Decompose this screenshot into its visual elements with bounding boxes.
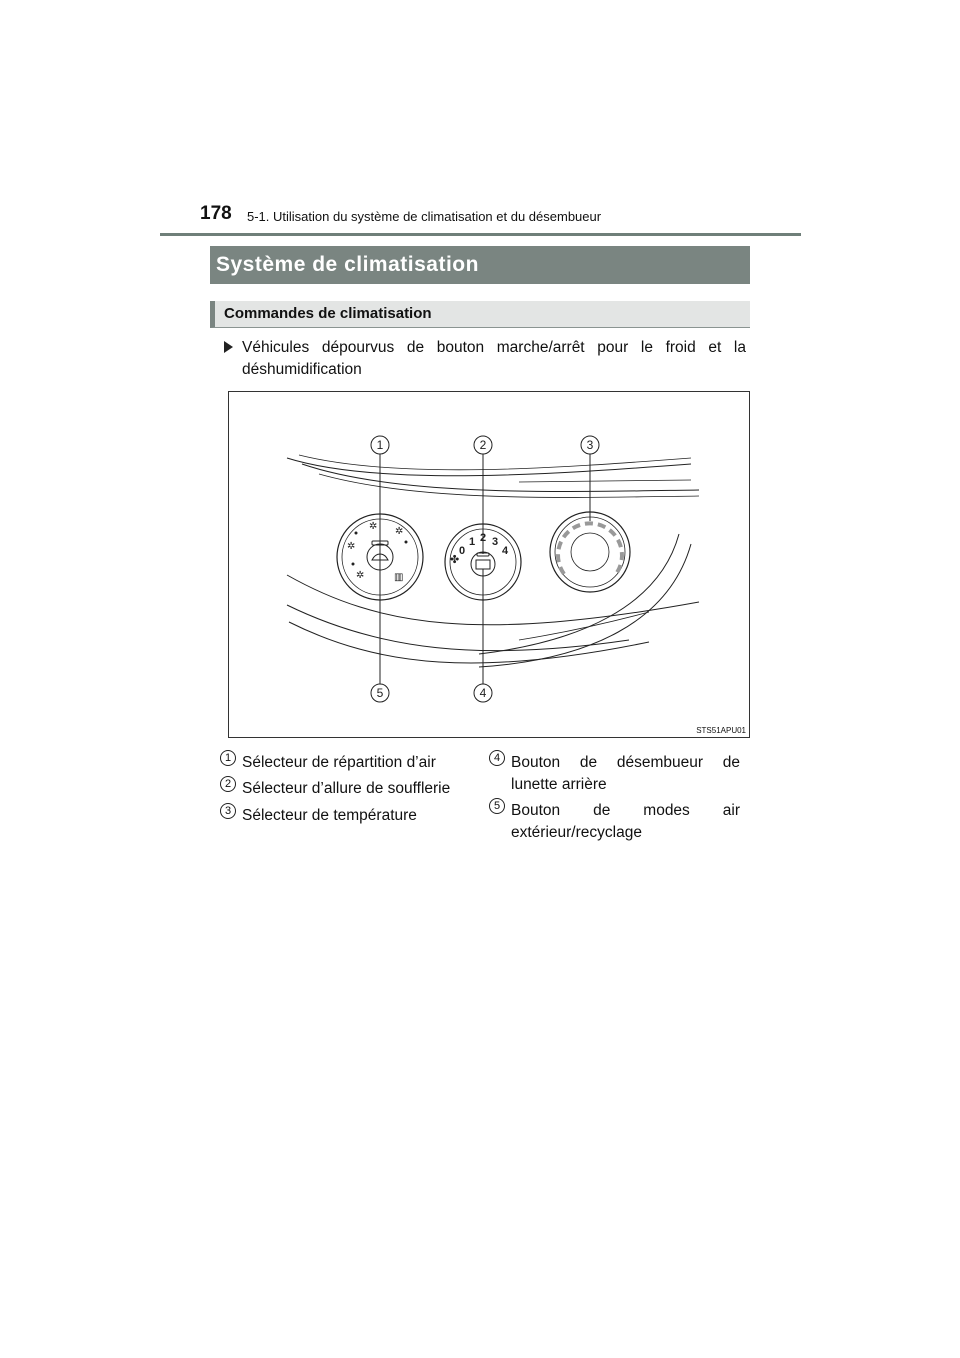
legend-number: 5 [489,798,505,814]
dashboard-illustration [229,392,751,739]
page-number: 178 [200,203,232,224]
arrow-bullet-icon [224,341,233,353]
callout-number: 4 [479,686,487,700]
svg-text:✲: ✲ [347,541,356,552]
legend-text: Bouton de désembueur de lunette arrière [511,754,740,793]
bullet-text: Véhicules dépourvus de bouton marche/arrêt pour le froid et la déshumidification [242,339,746,378]
callout-number: 1 [376,438,384,452]
svg-text:✲: ✲ [356,570,365,581]
fan-speed-label: 3 [492,536,499,548]
section-title: Système de climatisation [210,246,750,284]
legend-item [489,750,742,796]
fan-speed-label: 4 [502,545,509,557]
temperature-knob [550,512,630,592]
legend-number: 4 [489,750,505,766]
legend-item [220,776,480,801]
legend-number: 1 [220,750,236,766]
figure-code: STS51APU01 [696,726,746,735]
callout-number: 3 [586,438,594,452]
svg-text:✤: ✤ [450,553,460,566]
climate-controls-figure [228,391,750,738]
legend-text: Sélecteur de température [242,807,417,824]
legend-item [220,803,480,828]
legend-text: Sélecteur de répartition d’air [242,754,436,771]
legend-item [220,750,480,775]
fan-speed-label: 2 [480,532,487,544]
legend-item [489,798,742,844]
legend-text: Sélecteur d’allure de soufflerie [242,780,451,797]
legend-number: 2 [220,776,236,792]
legend-number: 3 [220,803,236,819]
callout-number: 2 [479,438,487,452]
subsection-title: Commandes de climatisation [210,301,750,328]
svg-text:✲: ✲ [369,521,378,532]
fan-speed-label: 1 [469,536,476,548]
callout-number: 5 [376,686,384,700]
svg-text:▥: ▥ [394,572,404,583]
chapter-title: 5-1. Utilisation du système de climatisation et du désembueur [247,209,602,224]
header-rule [160,233,801,236]
fan-speed-label: 0 [459,545,466,557]
svg-text:✲: ✲ [395,526,404,537]
legend-text: Bouton de modes air extérieur/recyclage [511,802,740,841]
bullet-item [224,337,746,381]
